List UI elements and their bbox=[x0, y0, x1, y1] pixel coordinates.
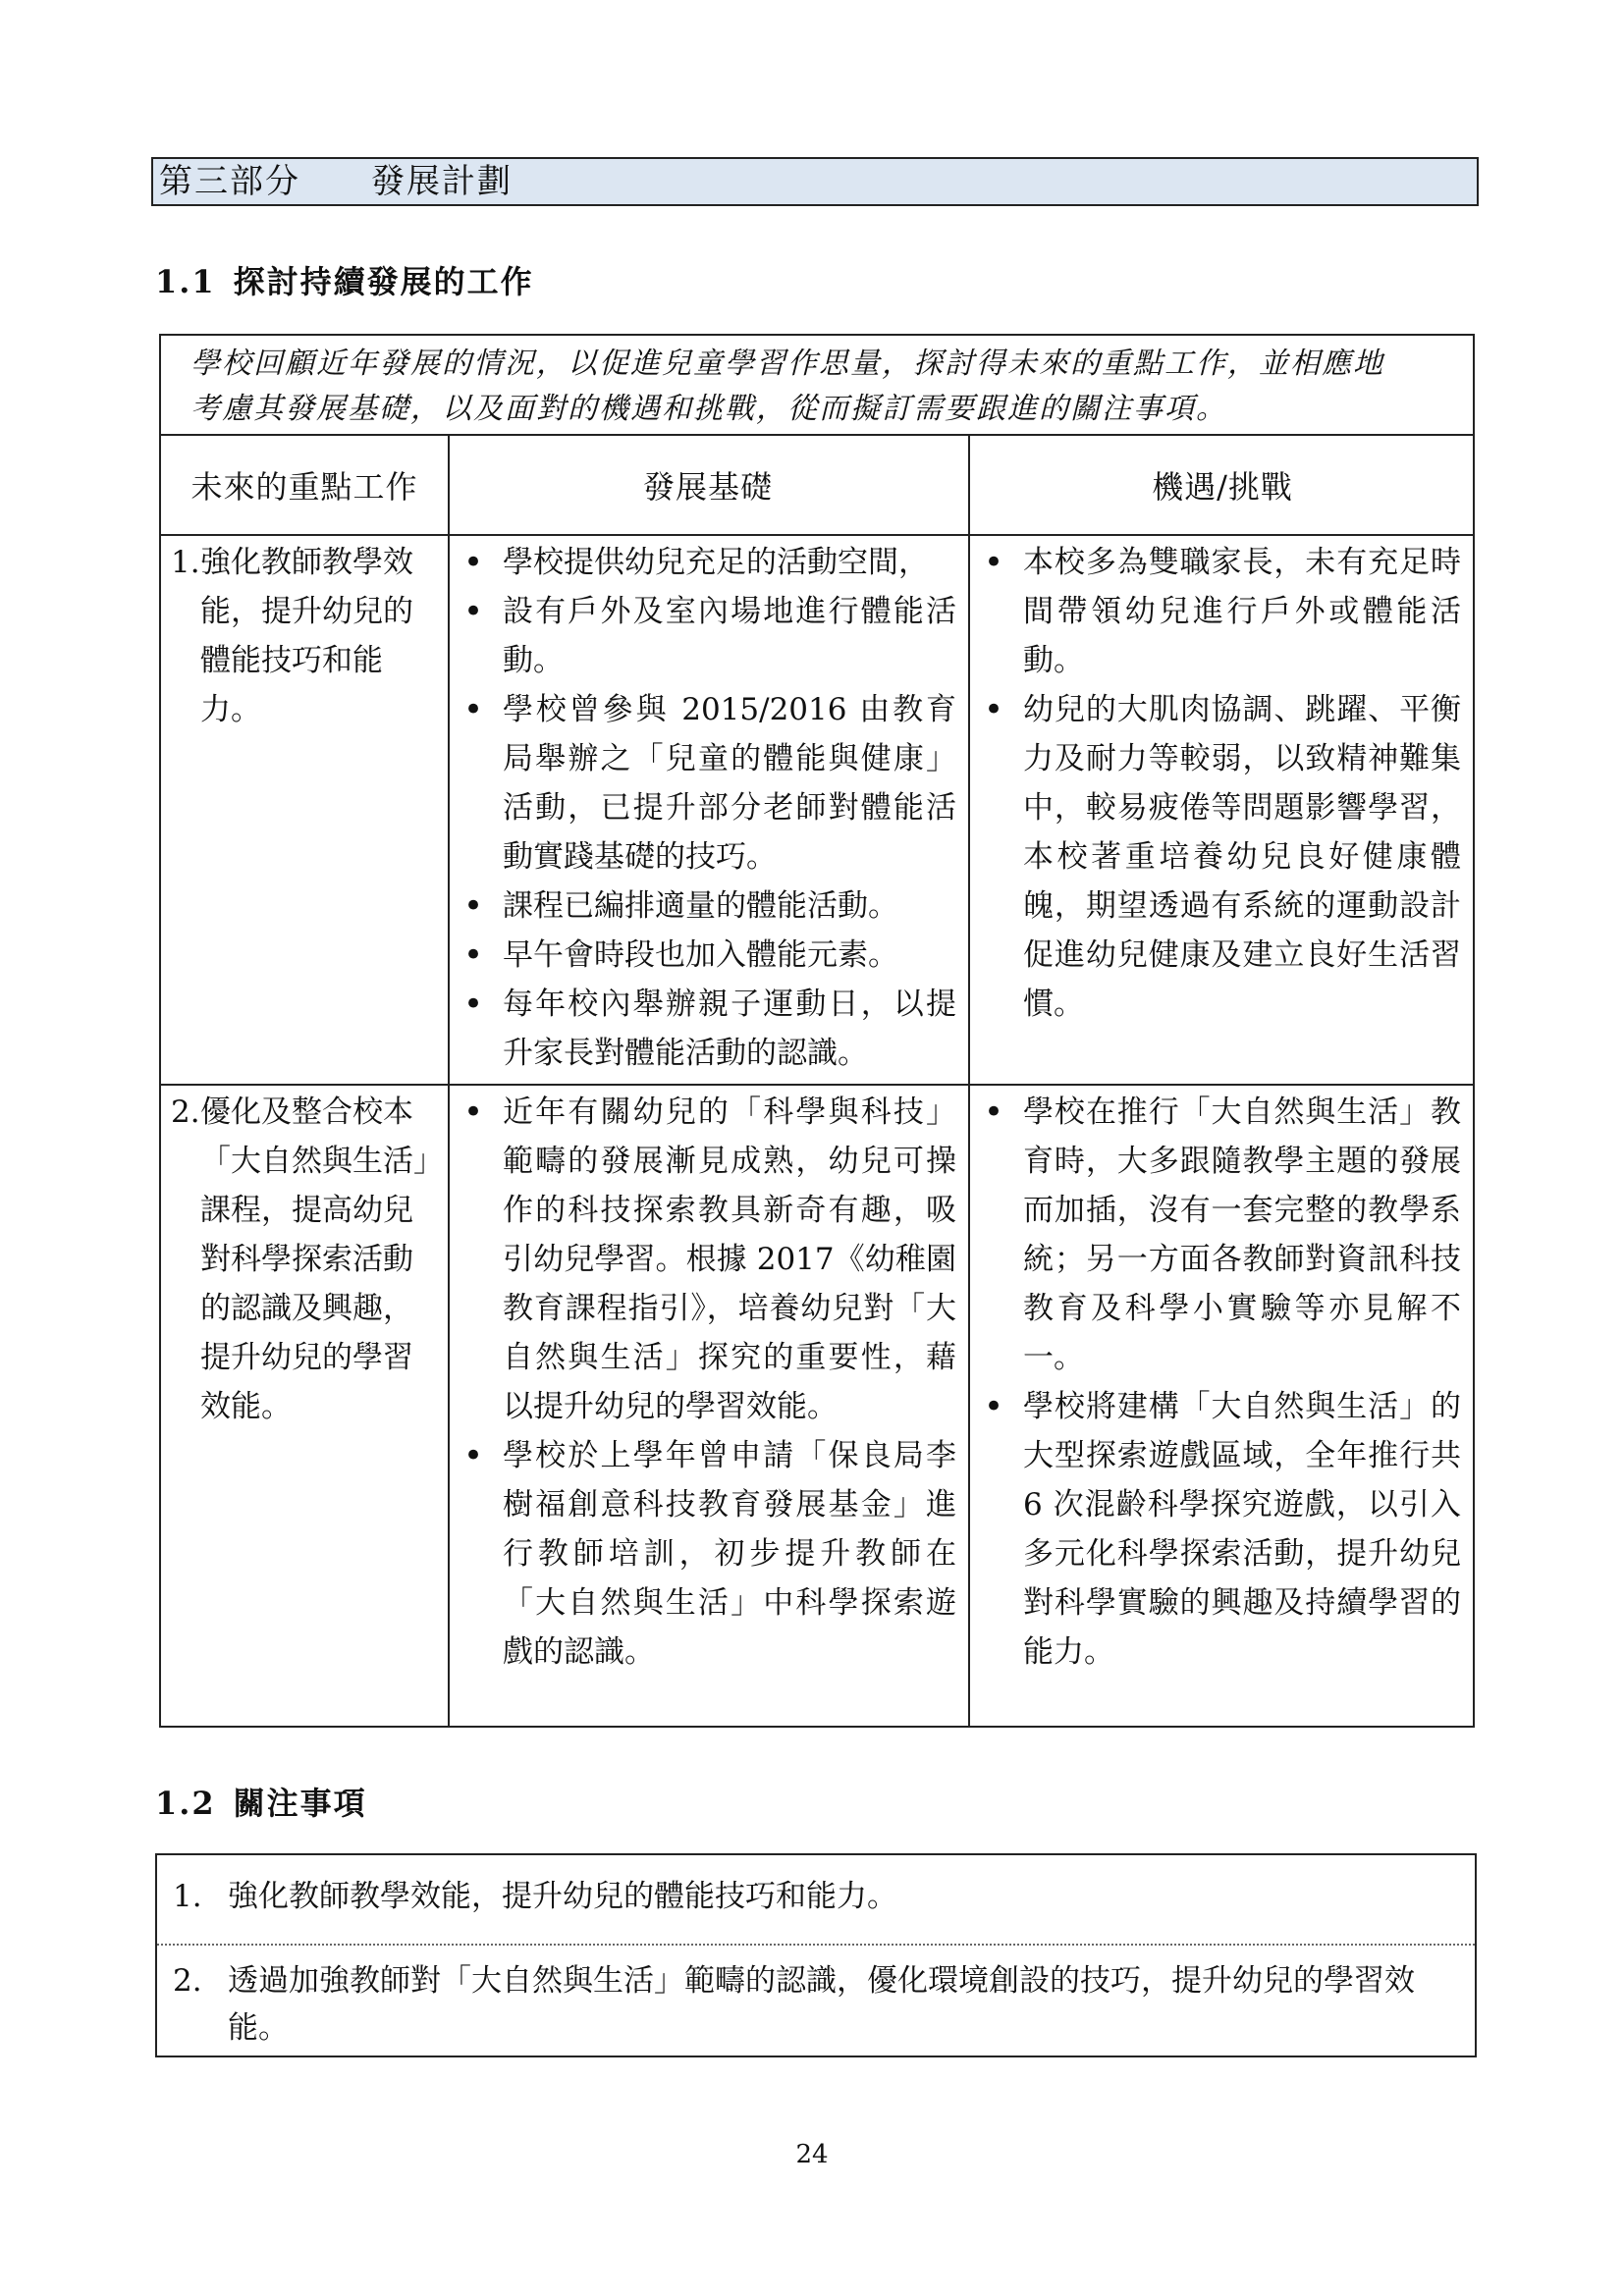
development-table bbox=[159, 334, 1475, 1728]
header-divider bbox=[161, 534, 1473, 536]
part-title: 發展計劃 bbox=[371, 162, 513, 201]
focus-item bbox=[157, 1957, 1475, 2052]
task-text: 優化及整合校本「大自然與生活」課程，提高幼兒對科學探索活動的認識及興趣，提升幼兒的學習效能。 bbox=[200, 1095, 429, 1424]
list-item: • 設有戶外及室內場地進行體能活動。 bbox=[456, 587, 956, 685]
column-header-foundation: 發展基礎 bbox=[642, 468, 773, 506]
focus-text: 透過加強教師對「大自然與生活」範疇的認識，優化環境創設的技巧，提升幼兒的學習效能。 bbox=[228, 1963, 1415, 2046]
part-header bbox=[151, 157, 1479, 206]
table-row-1-task bbox=[171, 538, 442, 734]
section-heading-1-1 bbox=[155, 257, 534, 302]
page-number: 24 bbox=[795, 2140, 829, 2169]
column-header-opportunities: 機遇/挑戰 bbox=[1152, 468, 1293, 506]
list-item: • 學校將建構「大自然與生活」的大型探索遊戲區域，全年推行共 6 次混齡科學探究遊戲，以引入多元化科學探索活動，提升幼兒對科學實驗的興趣及持續學習的能力。 bbox=[976, 1382, 1461, 1677]
list-item: • 學校曾參與 2015/2016 由教育局舉辦之「兒童的體能與健康」活動，已提升部分老師對體能活動實踐基礎的技巧。 bbox=[456, 685, 956, 881]
list-item: • 早午會時段也加入體能元素。 bbox=[456, 931, 956, 980]
focus-number: 1. bbox=[173, 1879, 202, 1914]
list-item: • 本校多為雙職家長，未有充足時間帶領幼兒進行戶外或體能活動。 bbox=[976, 538, 1461, 685]
list-item: • 幼兒的大肌肉協調、跳躍、平衡力及耐力等較弱，以致精神難集中，較易疲倦等問題影響學習，本校著重培養幼兒良好健康體魄，期望透過有系統的運動設計促進幼兒健康及建立良好生活習慣。 bbox=[976, 685, 1461, 1029]
intro-text bbox=[161, 336, 1473, 436]
list-item: • 課程已編排適量的體能活動。 bbox=[456, 881, 956, 931]
row-divider bbox=[161, 1084, 1473, 1086]
list-item: • 近年有關幼兒的「科學與科技」範疇的發展漸見成熟，幼兒可操作的科技探索教具新奇有趣，吸引幼兒學習。根據 2017《幼稚園教育課程指引》，培養幼兒對「大自然與生活」探究的重要性，藉以提升幼兒的學習效能。 bbox=[456, 1088, 956, 1431]
section-heading-1-2 bbox=[155, 1779, 367, 1824]
column-divider bbox=[968, 436, 970, 1726]
column-header-tasks: 未來的重點工作 bbox=[190, 468, 418, 506]
list-item: • 每年校內舉辦親子運動日，以提升家長對體能活動的認識。 bbox=[456, 980, 956, 1078]
table-row-1-foundation bbox=[456, 538, 956, 1078]
section-number: 1.2 bbox=[155, 1785, 216, 1822]
table-row-2-task bbox=[171, 1088, 442, 1431]
table-row-2-foundation bbox=[456, 1088, 956, 1677]
section-number: 1.1 bbox=[155, 263, 216, 300]
section-title: 關注事項 bbox=[233, 1785, 367, 1822]
focus-text: 強化教師教學效能，提升幼兒的體能技巧和能力。 bbox=[228, 1879, 897, 1914]
task-number: 1. bbox=[171, 545, 200, 580]
task-text: 強化教師教學效能，提升幼兒的體能技巧和能力。 bbox=[200, 545, 413, 727]
task-number: 2. bbox=[171, 1095, 200, 1130]
table-row-1-opportunities bbox=[976, 538, 1461, 1029]
list-item: • 學校於上學年曾申請「保良局李樹福創意科技教育發展基金」進行教師培訓，初步提升教師在「大自然與生活」中科學探索遊戲的認識。 bbox=[456, 1431, 956, 1677]
list-item: • 學校在推行「大自然與生活」教育時，大多跟隨教學主題的發展而加插，沒有一套完整的教學系統；另一方面各教師對資訊科技教育及科學小實驗等亦見解不一。 bbox=[976, 1088, 1461, 1382]
section-title: 探討持續發展的工作 bbox=[233, 263, 534, 300]
part-label: 第三部分 bbox=[159, 162, 300, 201]
focus-item bbox=[157, 1873, 1475, 1920]
list-item: • 學校提供幼兒充足的活動空間， bbox=[456, 538, 956, 587]
focus-items-table bbox=[155, 1853, 1477, 2057]
row-divider bbox=[157, 1944, 1475, 1946]
column-divider bbox=[448, 436, 450, 1726]
intro-line: 學校回顧近年發展的情況，以促進兒童學習作思量，探討得未來的重點工作，並相應地 bbox=[190, 347, 1384, 381]
focus-number: 2. bbox=[173, 1963, 202, 1999]
intro-line: 考慮其發展基礎，以及面對的機遇和挑戰，從而擬訂需要跟進的關注事項。 bbox=[190, 392, 1227, 426]
table-row-2-opportunities bbox=[976, 1088, 1461, 1677]
